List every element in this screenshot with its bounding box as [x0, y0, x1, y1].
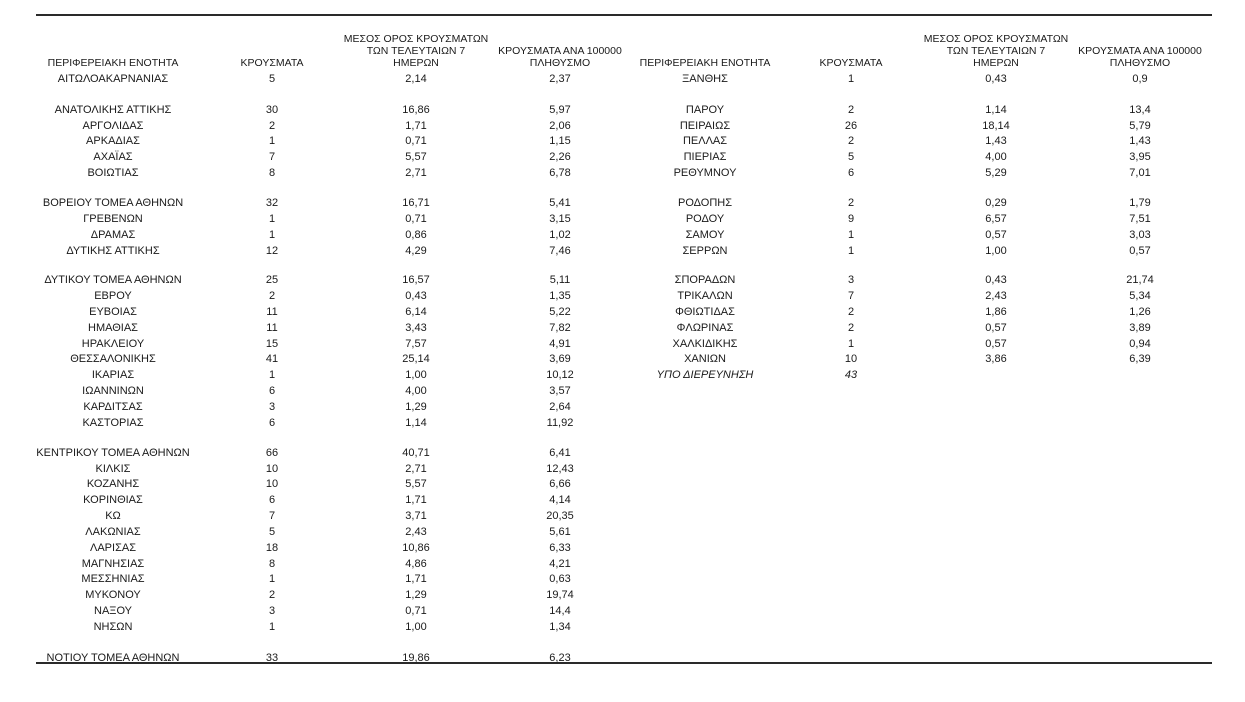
cell-cases: 6: [268, 385, 276, 397]
cell-avg7: 4,00: [405, 385, 427, 397]
cell-per100k: 6,23: [549, 652, 571, 664]
cell-per100k: 5,34: [1129, 290, 1151, 302]
cell-per100k: 21,74: [1126, 274, 1154, 286]
cell-region: ΛΑΡΙΣΑΣ: [89, 542, 137, 554]
cell-cases: 25: [265, 274, 279, 286]
cell-region: ΠΙΕΡΙΑΣ: [683, 151, 727, 163]
table-row: [0, 134, 1245, 149]
cell-cases: 2: [268, 589, 276, 601]
cell-avg7: 1,86: [985, 306, 1007, 318]
cell-per100k: 3,89: [1129, 322, 1151, 334]
table-row: [0, 400, 1245, 415]
cell-avg7: 7,57: [405, 338, 427, 350]
header-line: ΤΩΝ ΤΕΛΕΥΤΑΙΩΝ 7: [366, 45, 466, 57]
header-line: ΗΜΕΡΩΝ: [973, 57, 1019, 69]
cell-per100k: 3,69: [549, 353, 571, 365]
cell-cases: 2: [847, 197, 855, 209]
cell-region: ΚΑΣΤΟΡΙΑΣ: [82, 417, 144, 429]
table-top-rule: [36, 14, 1212, 16]
cell-cases: 2: [847, 306, 855, 318]
cell-per100k: 1,02: [549, 229, 571, 241]
cell-cases: 1: [268, 229, 276, 241]
cell-avg7: 0,43: [405, 290, 427, 302]
cell-cases: 10: [265, 478, 279, 490]
cell-avg7: 16,57: [402, 274, 430, 286]
cell-avg7: 4,29: [405, 245, 427, 257]
cell-per100k: 1,26: [1129, 306, 1151, 318]
table-row: [0, 321, 1245, 336]
table-row: [0, 462, 1245, 477]
cell-per100k: 6,39: [1129, 353, 1151, 365]
table-row: [0, 305, 1245, 320]
cell-cases: 43: [844, 369, 858, 381]
cell-cases: 1: [847, 338, 855, 350]
cell-avg7: 0,57: [985, 322, 1007, 334]
cell-cases: 2: [268, 120, 276, 132]
cell-per100k: 5,22: [549, 306, 571, 318]
cell-cases: 41: [265, 353, 279, 365]
cell-region: ΓΡΕΒΕΝΩΝ: [83, 213, 143, 225]
cell-per100k: 11,92: [546, 417, 574, 429]
cell-per100k: 7,46: [549, 245, 571, 257]
header-line: ΚΡΟΥΣΜΑΤΑ: [819, 57, 883, 69]
cell-avg7: 1,29: [405, 401, 427, 413]
cell-avg7: 3,43: [405, 322, 427, 334]
cell-cases: 26: [844, 120, 858, 132]
table-row: [0, 541, 1245, 556]
cell-region: ΠΕΙΡΑΙΩΣ: [679, 120, 731, 132]
header-line: ΠΛΗΘΥΣΜΟ: [529, 57, 591, 69]
cell-per100k: 6,66: [549, 478, 571, 490]
table-row: [0, 572, 1245, 587]
cell-cases: 3: [268, 605, 276, 617]
cell-cases: 11: [266, 322, 278, 334]
cell-region: ΔΥΤΙΚΗΣ ΑΤΤΙΚΗΣ: [66, 245, 160, 257]
cell-region: ΘΕΣΣΑΛΟΝΙΚΗΣ: [70, 353, 156, 365]
cell-region: ΜΕΣΣΗΝΙΑΣ: [81, 573, 145, 585]
table-row: [0, 337, 1245, 352]
cell-avg7: 2,43: [405, 526, 427, 538]
cell-region: ΚΙΛΚΙΣ: [95, 463, 131, 475]
cell-avg7: 0,29: [985, 197, 1007, 209]
cell-cases: 33: [265, 652, 279, 664]
cell-region: ΤΡΙΚΑΛΩΝ: [677, 290, 733, 302]
cell-cases: 9: [847, 213, 855, 225]
header-line: ΚΡΟΥΣΜΑΤΑ ΑΝΑ 100000: [498, 45, 622, 57]
table-row: [0, 150, 1245, 165]
cell-cases: 66: [265, 447, 279, 459]
cell-cases: 30: [265, 104, 279, 116]
cell-avg7: 1,00: [985, 245, 1007, 257]
cell-cases: 32: [265, 197, 279, 209]
cell-cases: 7: [268, 510, 276, 522]
cell-avg7: 1,14: [405, 417, 427, 429]
cell-per100k: 0,94: [1129, 338, 1151, 350]
cell-cases: 2: [268, 290, 276, 302]
cell-per100k: 5,97: [549, 104, 571, 116]
cell-avg7: 10,86: [402, 542, 430, 554]
table-row: [0, 352, 1245, 367]
cell-region: ΙΩΑΝΝΙΝΩΝ: [82, 385, 144, 397]
cell-per100k: 1,35: [549, 290, 571, 302]
cell-avg7: 18,14: [982, 120, 1010, 132]
cell-cases: 1: [847, 73, 855, 85]
cell-region: ΜΥΚΟΝΟΥ: [85, 589, 141, 601]
cell-region: ΚΩ: [105, 510, 121, 522]
cell-region: ΙΚΑΡΙΑΣ: [91, 369, 135, 381]
cell-per100k: 1,43: [1129, 135, 1151, 147]
cell-region: ΕΥΒΟΙΑΣ: [89, 306, 137, 318]
header-cases-left: [241, 57, 304, 69]
cell-per100k: 19,74: [546, 589, 574, 601]
cell-avg7: 1,71: [405, 573, 427, 585]
cell-avg7: 5,57: [405, 151, 427, 163]
header-line: ΗΜΕΡΩΝ: [393, 57, 439, 69]
cell-cases: 1: [268, 621, 276, 633]
cell-avg7: 6,57: [985, 213, 1007, 225]
cell-region: ΗΜΑΘΙΑΣ: [88, 322, 138, 334]
cell-cases: 1: [268, 213, 276, 225]
cell-avg7: 16,86: [402, 104, 430, 116]
cell-per100k: 0,63: [549, 573, 571, 585]
header-region-left: [48, 57, 179, 69]
cell-per100k: 3,15: [549, 213, 571, 225]
cell-region: ΒΟΡΕΙΟΥ ΤΟΜΕΑ ΑΘΗΝΩΝ: [42, 197, 184, 209]
cell-per100k: 14,4: [549, 605, 571, 617]
cell-per100k: 3,95: [1129, 151, 1151, 163]
cell-region: ΑΡΚΑΔΙΑΣ: [86, 135, 140, 147]
cell-per100k: 3,03: [1129, 229, 1151, 241]
cell-cases: 6: [268, 417, 276, 429]
cell-avg7: 19,86: [402, 652, 430, 664]
cell-region: ΥΠΟ ΔΙΕΡΕΥΝΗΣΗ: [656, 369, 754, 381]
table-row: [0, 493, 1245, 508]
cell-cases: 6: [268, 494, 276, 506]
cell-per100k: 20,35: [546, 510, 574, 522]
cell-per100k: 2,64: [549, 401, 571, 413]
cell-region: ΔΡΑΜΑΣ: [90, 229, 136, 241]
cell-cases: 11: [266, 306, 278, 318]
cell-per100k: 7,01: [1129, 167, 1151, 179]
cell-region: ΣΕΡΡΩΝ: [682, 245, 728, 257]
cell-region: ΑΙΤΩΛΟΑΚΑΡΝΑΝΙΑΣ: [57, 73, 169, 85]
cell-region: ΕΒΡΟΥ: [94, 290, 132, 302]
cell-per100k: 4,21: [549, 558, 571, 570]
header-region-right: [640, 57, 771, 69]
table-row: [0, 651, 1245, 666]
cell-avg7: 3,71: [405, 510, 427, 522]
table-row: [0, 196, 1245, 211]
cell-avg7: 1,71: [405, 120, 427, 132]
table-row: [0, 509, 1245, 524]
table-row: [0, 244, 1245, 259]
table-row: [0, 416, 1245, 431]
table-row: [0, 557, 1245, 572]
cell-cases: 3: [268, 401, 276, 413]
cell-avg7: 1,00: [405, 621, 427, 633]
table-row: [0, 166, 1245, 181]
cell-avg7: 5,57: [405, 478, 427, 490]
cell-cases: 2: [847, 322, 855, 334]
cell-per100k: 7,82: [549, 322, 571, 334]
cell-per100k: 0,57: [1129, 245, 1151, 257]
header-cases-right: [820, 57, 883, 69]
cell-region: ΡΟΔΟΥ: [685, 213, 725, 225]
cell-region: ΣΑΜΟΥ: [685, 229, 725, 241]
cell-per100k: 12,43: [546, 463, 574, 475]
table-row: [0, 72, 1245, 87]
table-row: [0, 212, 1245, 227]
header-line: ΚΡΟΥΣΜΑΤΑ: [240, 57, 304, 69]
cell-region: ΚΑΡΔΙΤΣΑΣ: [83, 401, 143, 413]
cell-avg7: 3,86: [985, 353, 1007, 365]
cell-avg7: 0,71: [405, 135, 427, 147]
cell-per100k: 1,79: [1129, 197, 1151, 209]
cell-cases: 6: [847, 167, 855, 179]
table-row: [0, 620, 1245, 635]
cell-avg7: 40,71: [402, 447, 430, 459]
table-row: [0, 273, 1245, 288]
cell-avg7: 1,29: [405, 589, 427, 601]
cell-avg7: 16,71: [402, 197, 430, 209]
cell-avg7: 2,71: [405, 463, 427, 475]
cell-region: ΧΑΛΚΙΔΙΚΗΣ: [672, 338, 738, 350]
cell-avg7: 2,71: [405, 167, 427, 179]
table-row: [0, 604, 1245, 619]
cell-cases: 1: [268, 369, 276, 381]
cell-region: ΧΑΝΙΩΝ: [684, 353, 726, 365]
cell-region: ΞΑΝΘΗΣ: [682, 73, 728, 85]
header-line: ΤΩΝ ΤΕΛΕΥΤΑΙΩΝ 7: [946, 45, 1046, 57]
table-row: [0, 588, 1245, 603]
cell-avg7: 0,43: [985, 73, 1007, 85]
cell-region: ΡΕΘΥΜΝΟΥ: [673, 167, 737, 179]
header-avg7-left: [344, 33, 489, 69]
table-row: [0, 368, 1245, 383]
cell-cases: 10: [265, 463, 279, 475]
cell-cases: 5: [847, 151, 855, 163]
cell-per100k: 5,79: [1129, 120, 1151, 132]
cell-per100k: 3,57: [549, 385, 571, 397]
cell-avg7: 6,14: [405, 306, 427, 318]
cell-cases: 8: [268, 167, 276, 179]
cell-region: ΑΡΓΟΛΙΔΑΣ: [82, 120, 144, 132]
cell-avg7: 4,00: [985, 151, 1007, 163]
cell-per100k: 6,33: [549, 542, 571, 554]
header-line: ΚΡΟΥΣΜΑΤΑ ΑΝΑ 100000: [1078, 45, 1202, 57]
cell-region: ΗΡΑΚΛΕΙΟΥ: [81, 338, 145, 350]
table-row: [0, 525, 1245, 540]
cell-avg7: 0,71: [405, 213, 427, 225]
header-line: ΠΛΗΘΥΣΜΟ: [1109, 57, 1171, 69]
cell-cases: 1: [268, 573, 276, 585]
cell-avg7: 1,14: [985, 104, 1007, 116]
header-avg7-right: [924, 33, 1069, 69]
cell-per100k: 5,61: [549, 526, 571, 538]
cell-region: ΜΑΓΝΗΣΙΑΣ: [81, 558, 145, 570]
header-per100k-right: [1078, 45, 1202, 69]
cell-cases: 3: [847, 274, 855, 286]
cell-cases: 8: [268, 558, 276, 570]
cell-region: ΒΟΙΩΤΙΑΣ: [87, 167, 139, 179]
cell-region: ΦΘΙΩΤΙΔΑΣ: [675, 306, 735, 318]
cell-avg7: 2,14: [405, 73, 427, 85]
cell-per100k: 7,51: [1129, 213, 1151, 225]
cell-region: ΦΛΩΡΙΝΑΣ: [676, 322, 734, 334]
cell-per100k: 10,12: [546, 369, 574, 381]
cell-cases: 5: [268, 526, 276, 538]
cell-region: ΝΗΣΩΝ: [93, 621, 133, 633]
cell-cases: 1: [847, 229, 855, 241]
cell-region: ΝΟΤΙΟΥ ΤΟΜΕΑ ΑΘΗΝΩΝ: [46, 652, 180, 664]
table-row: [0, 103, 1245, 118]
header-line: ΜΕΣΟΣ ΟΡΟΣ ΚΡΟΥΣΜΑΤΩΝ: [923, 33, 1069, 45]
cell-per100k: 13,4: [1129, 104, 1151, 116]
table-row: [0, 477, 1245, 492]
header-per100k-left: [498, 45, 622, 69]
cell-per100k: 0,9: [1132, 73, 1148, 85]
cell-region: ΠΕΛΛΑΣ: [682, 135, 728, 147]
cell-per100k: 1,15: [549, 135, 571, 147]
header-line: ΠΕΡΙΦΕΡΕΙΑΚΗ ΕΝΟΤΗΤΑ: [47, 57, 179, 69]
cell-avg7: 2,43: [985, 290, 1007, 302]
cell-per100k: 5,41: [549, 197, 571, 209]
cell-avg7: 0,57: [985, 338, 1007, 350]
cell-cases: 12: [265, 245, 279, 257]
cell-avg7: 0,43: [985, 274, 1007, 286]
cell-region: ΠΑΡΟΥ: [685, 104, 725, 116]
cell-region: ΡΟΔΟΠΗΣ: [677, 197, 733, 209]
table-row: [0, 119, 1245, 134]
header-line: ΜΕΣΟΣ ΟΡΟΣ ΚΡΟΥΣΜΑΤΩΝ: [343, 33, 489, 45]
cell-avg7: 0,57: [985, 229, 1007, 241]
cell-avg7: 4,86: [405, 558, 427, 570]
cell-region: ΛΑΚΩΝΙΑΣ: [85, 526, 141, 538]
cell-region: ΚΟΡΙΝΘΙΑΣ: [83, 494, 143, 506]
cell-cases: 7: [847, 290, 855, 302]
cell-avg7: 0,86: [405, 229, 427, 241]
cell-region: ΣΠΟΡΑΔΩΝ: [674, 274, 736, 286]
cell-per100k: 2,37: [549, 73, 571, 85]
cell-per100k: 1,34: [549, 621, 571, 633]
cell-region: ΚΕΝΤΡΙΚΟΥ ΤΟΜΕΑ ΑΘΗΝΩΝ: [36, 447, 190, 459]
cell-avg7: 1,71: [405, 494, 427, 506]
cell-region: ΑΝΑΤΟΛΙΚΗΣ ΑΤΤΙΚΗΣ: [54, 104, 172, 116]
cell-avg7: 0,71: [405, 605, 427, 617]
cell-cases: 18: [265, 542, 279, 554]
cell-avg7: 25,14: [402, 353, 430, 365]
cell-cases: 10: [844, 353, 858, 365]
cell-cases: 1: [268, 135, 276, 147]
cell-avg7: 1,00: [405, 369, 427, 381]
cell-cases: 15: [265, 338, 279, 350]
table-row: [0, 289, 1245, 304]
table-row: [0, 384, 1245, 399]
cell-per100k: 4,91: [549, 338, 571, 350]
cell-region: ΚΟΖΑΝΗΣ: [86, 478, 140, 490]
cell-avg7: 1,43: [985, 135, 1007, 147]
cell-region: ΑΧΑΪΑΣ: [93, 151, 133, 163]
cell-cases: 2: [847, 104, 855, 116]
cell-cases: 5: [268, 73, 276, 85]
cell-per100k: 6,41: [549, 447, 571, 459]
cell-per100k: 2,06: [549, 120, 571, 132]
cell-cases: 7: [268, 151, 276, 163]
cell-per100k: 6,78: [549, 167, 571, 179]
cell-cases: 2: [847, 135, 855, 147]
cell-per100k: 4,14: [549, 494, 571, 506]
header-line: ΠΕΡΙΦΕΡΕΙΑΚΗ ΕΝΟΤΗΤΑ: [639, 57, 771, 69]
cell-per100k: 2,26: [549, 151, 571, 163]
cell-region: ΔΥΤΙΚΟΥ ΤΟΜΕΑ ΑΘΗΝΩΝ: [44, 274, 182, 286]
cell-avg7: 5,29: [985, 167, 1007, 179]
table-row: [0, 446, 1245, 461]
cell-region: ΝΑΞΟΥ: [94, 605, 132, 617]
cell-per100k: 5,11: [549, 274, 571, 286]
table-row: [0, 228, 1245, 243]
cell-cases: 1: [847, 245, 855, 257]
